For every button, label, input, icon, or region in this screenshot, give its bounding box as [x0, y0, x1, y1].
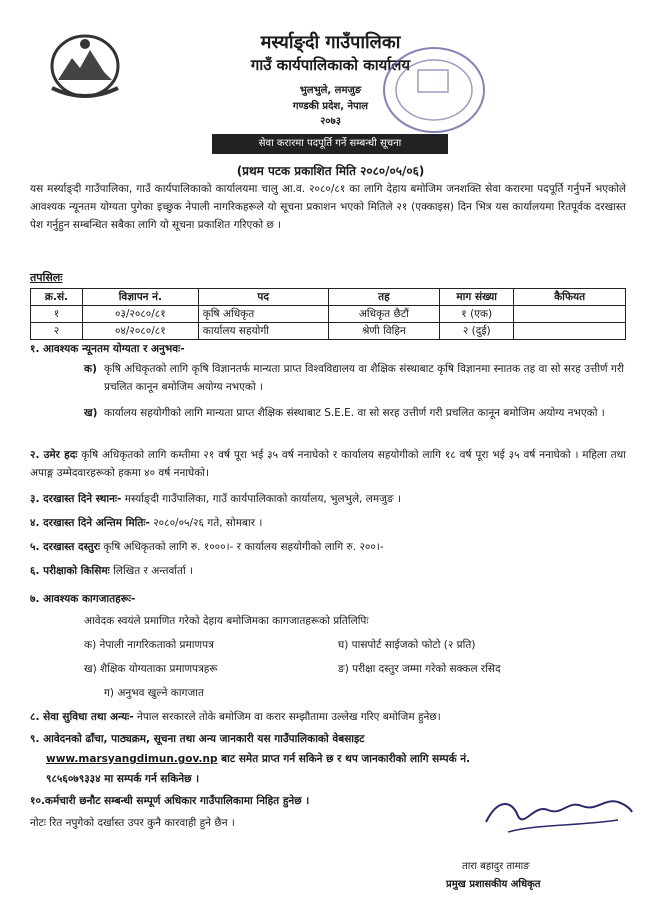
section-4: [30, 514, 626, 532]
notice-title-banner: सेवा करारमा पदपूर्ति गर्ने सम्बन्धी सूचना: [212, 134, 448, 154]
publish-date: (प्रथम पटक प्रकाशित मिति २०८०/०५/०६): [236, 164, 425, 178]
address-line-2: गण्डकी प्रदेश, नेपाल: [292, 101, 369, 112]
section-8-text: नेपाल सरकारले तोके बमोजिम वा करार सम्झौतामा उल्लेख गरिए बमोजिम हुनेछ।: [137, 711, 441, 723]
section-8: [30, 708, 626, 726]
document-item: ख) शैक्षिक योग्यताका प्रमाणपत्रहरू: [84, 663, 218, 675]
section-1-title: १. आवश्यक न्यूनतम योग्यता र अनुभवः-: [30, 343, 185, 355]
office-stamp-icon: [378, 40, 490, 140]
address-line-1: भुलभुले, लमजुङ: [299, 85, 362, 96]
table-header-cell: माग संख्या: [440, 289, 514, 306]
table-cell: [514, 306, 626, 323]
table-cell: ०३/२०८०/८१: [82, 306, 198, 323]
table-header-cell: कैफियत: [514, 289, 626, 306]
section-3-text: मर्स्याङ्दी गाउँपालिका, गाउँ कार्यपालिकाको कार्यालय, भुलभुले, लमजुङ ।: [124, 493, 401, 505]
section-3: [30, 490, 626, 508]
signature-icon: [478, 788, 638, 844]
note: नोटः रित नपुगेको दर्खास्त उपर कुनै कारवाही हुने छैन ।: [30, 817, 235, 829]
section-9-text-2: बाट समेत प्राप्त गर्न सकिने छ र थप जानकारीको लागि सम्पर्क नं.: [221, 753, 471, 765]
section-4-text: २०८०/०५/२६ गते, सोमबार ।: [153, 517, 263, 529]
section-1a-text: कृषि अधिकृतको लागि कृषि विज्ञानतर्फ मान्यता प्राप्त विश्वविद्यालय वा शैक्षिक संस्थाबाट कृषि विज्ञानमा स्नातक तह वा सो सरह उत्तीर्ण गरी प्रचलित कानून बमोजिम अयोग्य नभएको ।: [104, 363, 624, 393]
table-cell: [514, 323, 626, 340]
office-subtitle: गाउँ कार्यपालिकाको कार्यालय: [250, 56, 411, 74]
table-cell: कार्यालय सहयोगी: [198, 323, 328, 340]
section-9-line-1: ९. आवेदनको ढाँचा, पाठ्यक्रम, सूचना तथा अन्य जानकारी यस गाउँपालिकाको वेबसाइट: [30, 733, 365, 745]
section-6-label: ६. परीक्षाको किसिमः: [30, 565, 110, 577]
table-header-cell: तह: [328, 289, 440, 306]
details-label: तपसिलः: [30, 271, 63, 284]
table-row: [31, 323, 626, 340]
section-2-text: कृषि अधिकृतको लागि कम्तीमा २१ वर्ष पूरा भई ३५ वर्ष ननाघेको र कार्यालय सहयोगीको लागि १८ वर्ष पूरा भई ३५ वर्ष ननाघेको । महिला तथा अपाङ्ग उम्मेदवारहरूको हकमा ४० वर्ष ननाघेको।: [30, 449, 626, 479]
section-9-line-3: ९८५६०७९३३४ मा सम्पर्क गर्न सकिनेछ ।: [46, 773, 200, 785]
section-5-text: कृषि अधिकृतको लागि रु. १०००।- र कार्यालय सहयोगीको लागि रु. २००।-: [103, 541, 384, 553]
vacancy-table: [30, 288, 626, 340]
section-2: [30, 446, 626, 482]
section-7-intro: आवेदक स्वयंले प्रमाणित गरेको देहाय बमोजिमका कागजातहरूको प्रतिलिपिः: [84, 615, 369, 627]
table-row: [31, 306, 626, 323]
section-1b-label: ख): [84, 407, 98, 419]
table-header-cell: क्र.सं.: [31, 289, 83, 306]
section-8-label: ८. सेवा सुविधा तथा अन्यः-: [30, 711, 134, 723]
table-cell: अधिकृत छैटौं: [328, 306, 440, 323]
section-9-line-2: [46, 750, 626, 768]
section-5: [30, 538, 626, 556]
table-cell: १: [31, 306, 83, 323]
intro-paragraph: यस मर्स्याङ्दी गाउँपालिका, गाउँ कार्यपालिकाको कार्यालयमा चालु आ.व. २०८०/८१ का लागि देहाय बमोजिम जनशक्ति सेवा करारमा पदपूर्ति गर्नुपर्ने भएकोले आवश्यक न्यूनतम योग्यता पुगेका इच्छुक नेपाली नागरिकहरूले यो सूचना प्रकाशन भएको मितिले २१ (एक्काइस) दिन भित्र यस कार्यालयमा रितपूर्वक दरखास्त पेश गर्नुहुन सम्बन्धित सबैका लागि यो सूचना प्रकाशित गरिएको छ ।: [30, 183, 626, 231]
table-cell: कृषि अधिकृत: [198, 306, 328, 323]
section-1b-text: कार्यालय सहयोगीको लागि मान्यता प्राप्त शैक्षिक संस्थाबाट S.E.E. वा सो सरह उत्तीर्ण गरी प्रचलित कानून बमोजिम अयोग्य नभएको ।: [104, 407, 605, 419]
section-6-text: लिखित र अन्तर्वार्ता ।: [113, 565, 194, 577]
section-1a-label: क): [84, 363, 97, 375]
table-header-cell: विज्ञापन नं.: [82, 289, 198, 306]
document-item: ङ) परीक्षा दस्तुर जम्मा गरेको सक्कल रसिद: [338, 663, 501, 675]
section-2-label: २. उमेर हदः: [30, 449, 78, 461]
section-6: [30, 562, 626, 580]
section-4-label: ४. दरखास्त दिने अन्तिम मितिः-: [30, 517, 150, 529]
established-year: २०७३: [320, 116, 341, 127]
section-10: १०.कर्मचारी छनौट सम्बन्धी सम्पूर्ण अधिकार गाउँपालिकामा निहित हुनेछ ।: [30, 795, 310, 807]
section-3-label: ३. दरखास्त दिने स्थानः-: [30, 493, 122, 505]
office-name: मर्स्याङ्दी गाउँपालिका: [260, 32, 401, 53]
signatory-title: प्रमुख प्रशासकीय अधिकृत: [446, 879, 541, 890]
table-cell: २ (दुई): [440, 323, 514, 340]
table-header-row: [31, 289, 626, 306]
section-7-title: ७. आवश्यक कागजातहरूः-: [30, 593, 136, 605]
signatory-name: तारा बहादुर तामाङ: [462, 861, 530, 872]
table-cell: २: [31, 323, 83, 340]
website-link[interactable]: www.marsyangdimun.gov.np: [46, 753, 218, 765]
table-header-cell: पद: [198, 289, 328, 306]
document-item: घ) पासपोर्ट साईजको फोटो (२ प्रति): [338, 639, 476, 651]
table-cell: १ (एक): [440, 306, 514, 323]
document-item: क) नेपाली नागरिकताको प्रमाणपत्र: [84, 639, 214, 651]
document-item: ग) अनुभव खुल्ने कागजात: [104, 687, 204, 699]
table-cell: ०४/२०८०/८१: [82, 323, 198, 340]
section-5-label: ५. दरखास्त दस्तुरः: [30, 541, 101, 553]
table-cell: श्रेणी विहिन: [328, 323, 440, 340]
